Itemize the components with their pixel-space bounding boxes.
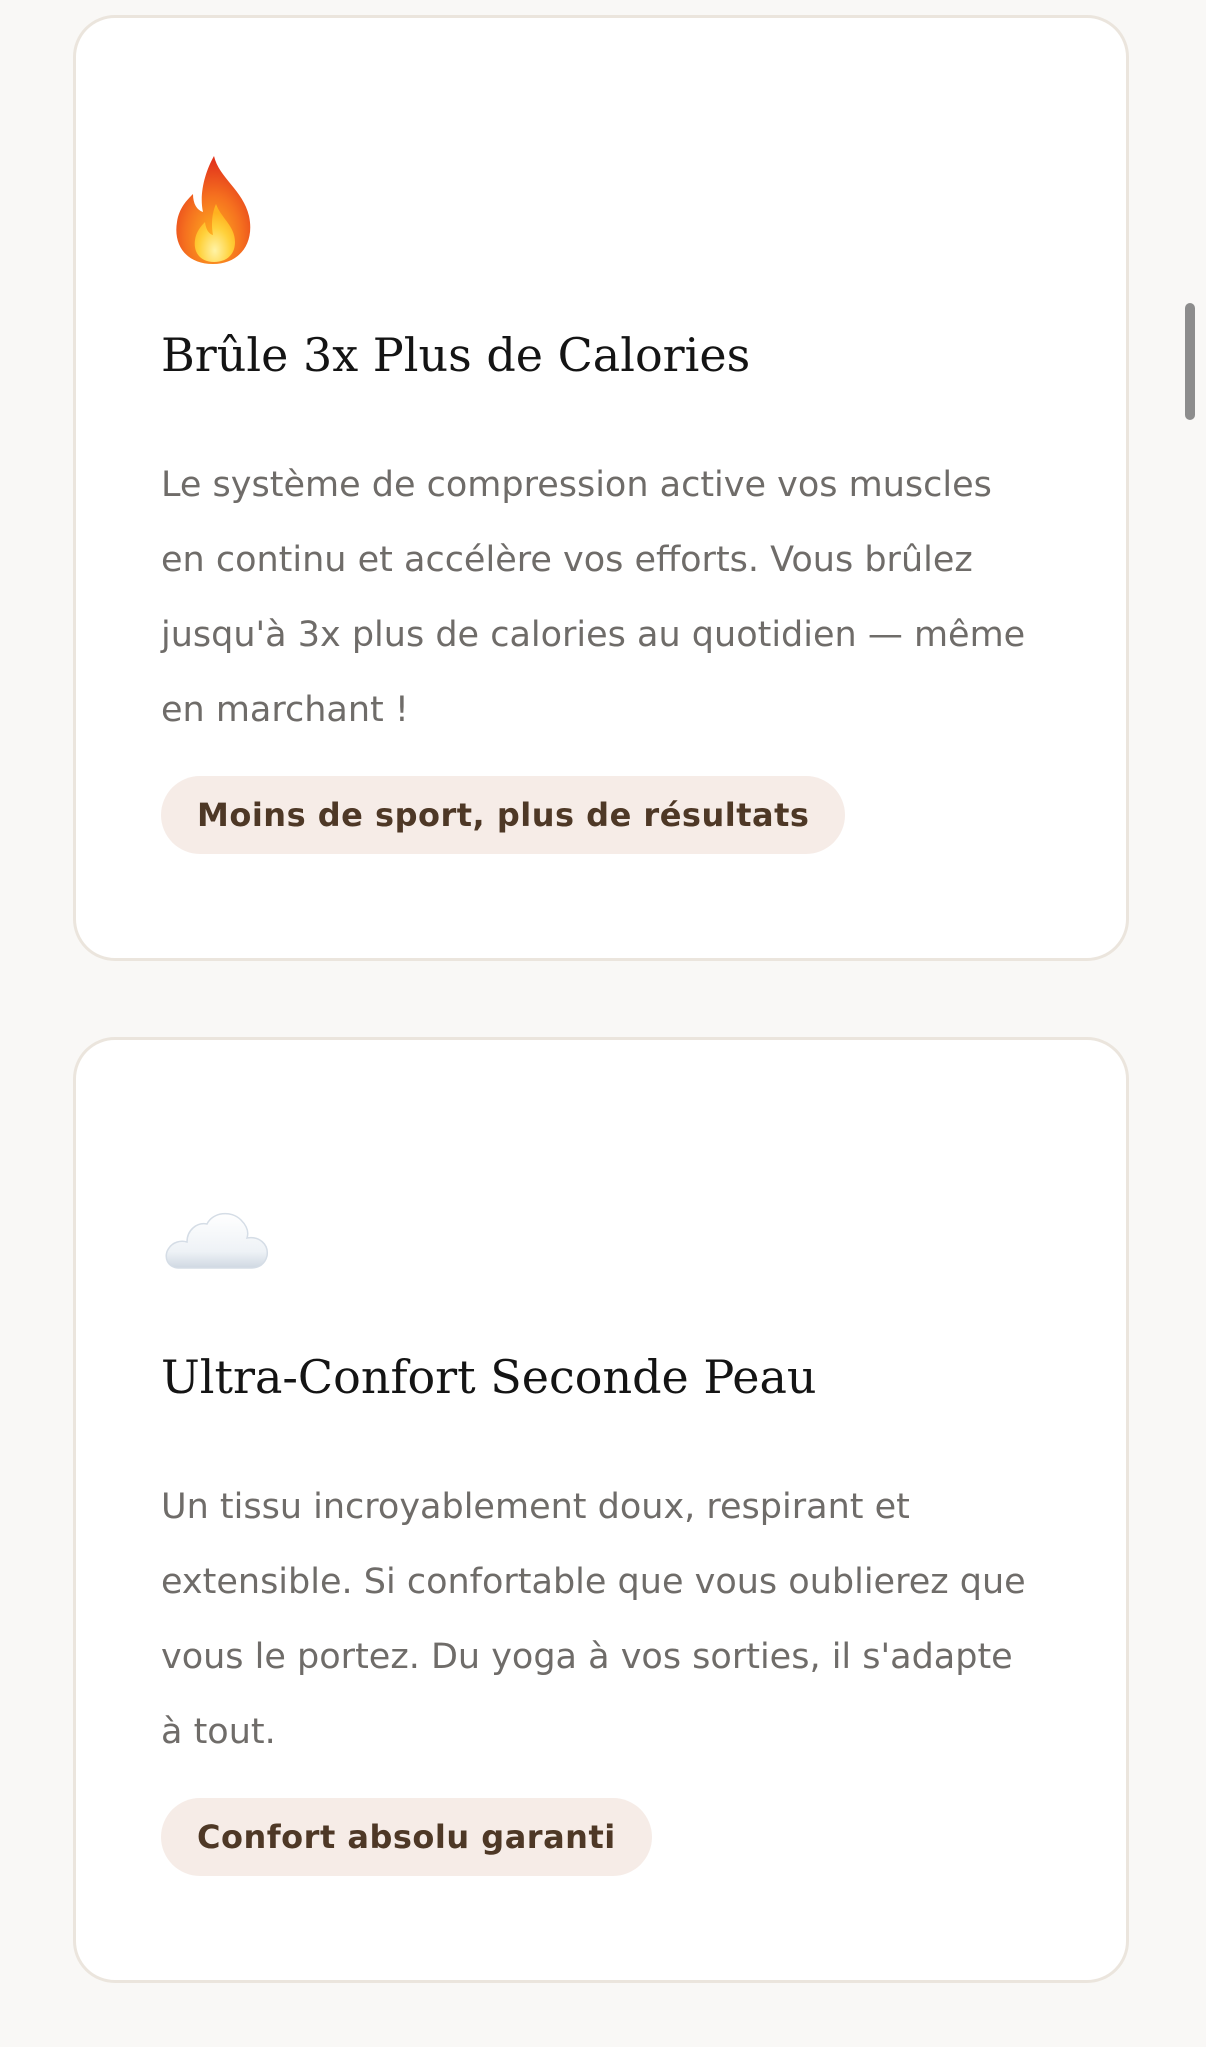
feature-card-calories: [73, 15, 1129, 961]
cloud-icon: [161, 1172, 271, 1292]
card-description: Le système de compression active vos muscles en continu et accélère vos efforts. Vous brûlez jusqu'à 3x plus de calories au quotidien — même en marchant !: [161, 465, 1026, 730]
fire-icon: [161, 150, 271, 270]
card-title: Brûle 3x Plus de Calories: [161, 328, 751, 382]
card-title: Ultra-Confort Seconde Peau: [161, 1350, 817, 1404]
card-description: Un tissu incroyablement doux, respirant et extensible. Si confortable que vous oublierez que vous le portez. Du yoga à vos sorties, il s'adapte à tout.: [161, 1487, 1026, 1752]
scrollbar-thumb[interactable]: [1185, 303, 1195, 420]
benefit-badge: Moins de sport, plus de résultats: [161, 776, 845, 854]
feature-card-comfort: [73, 1037, 1129, 1983]
benefit-badge: Confort absolu garanti: [161, 1798, 652, 1876]
